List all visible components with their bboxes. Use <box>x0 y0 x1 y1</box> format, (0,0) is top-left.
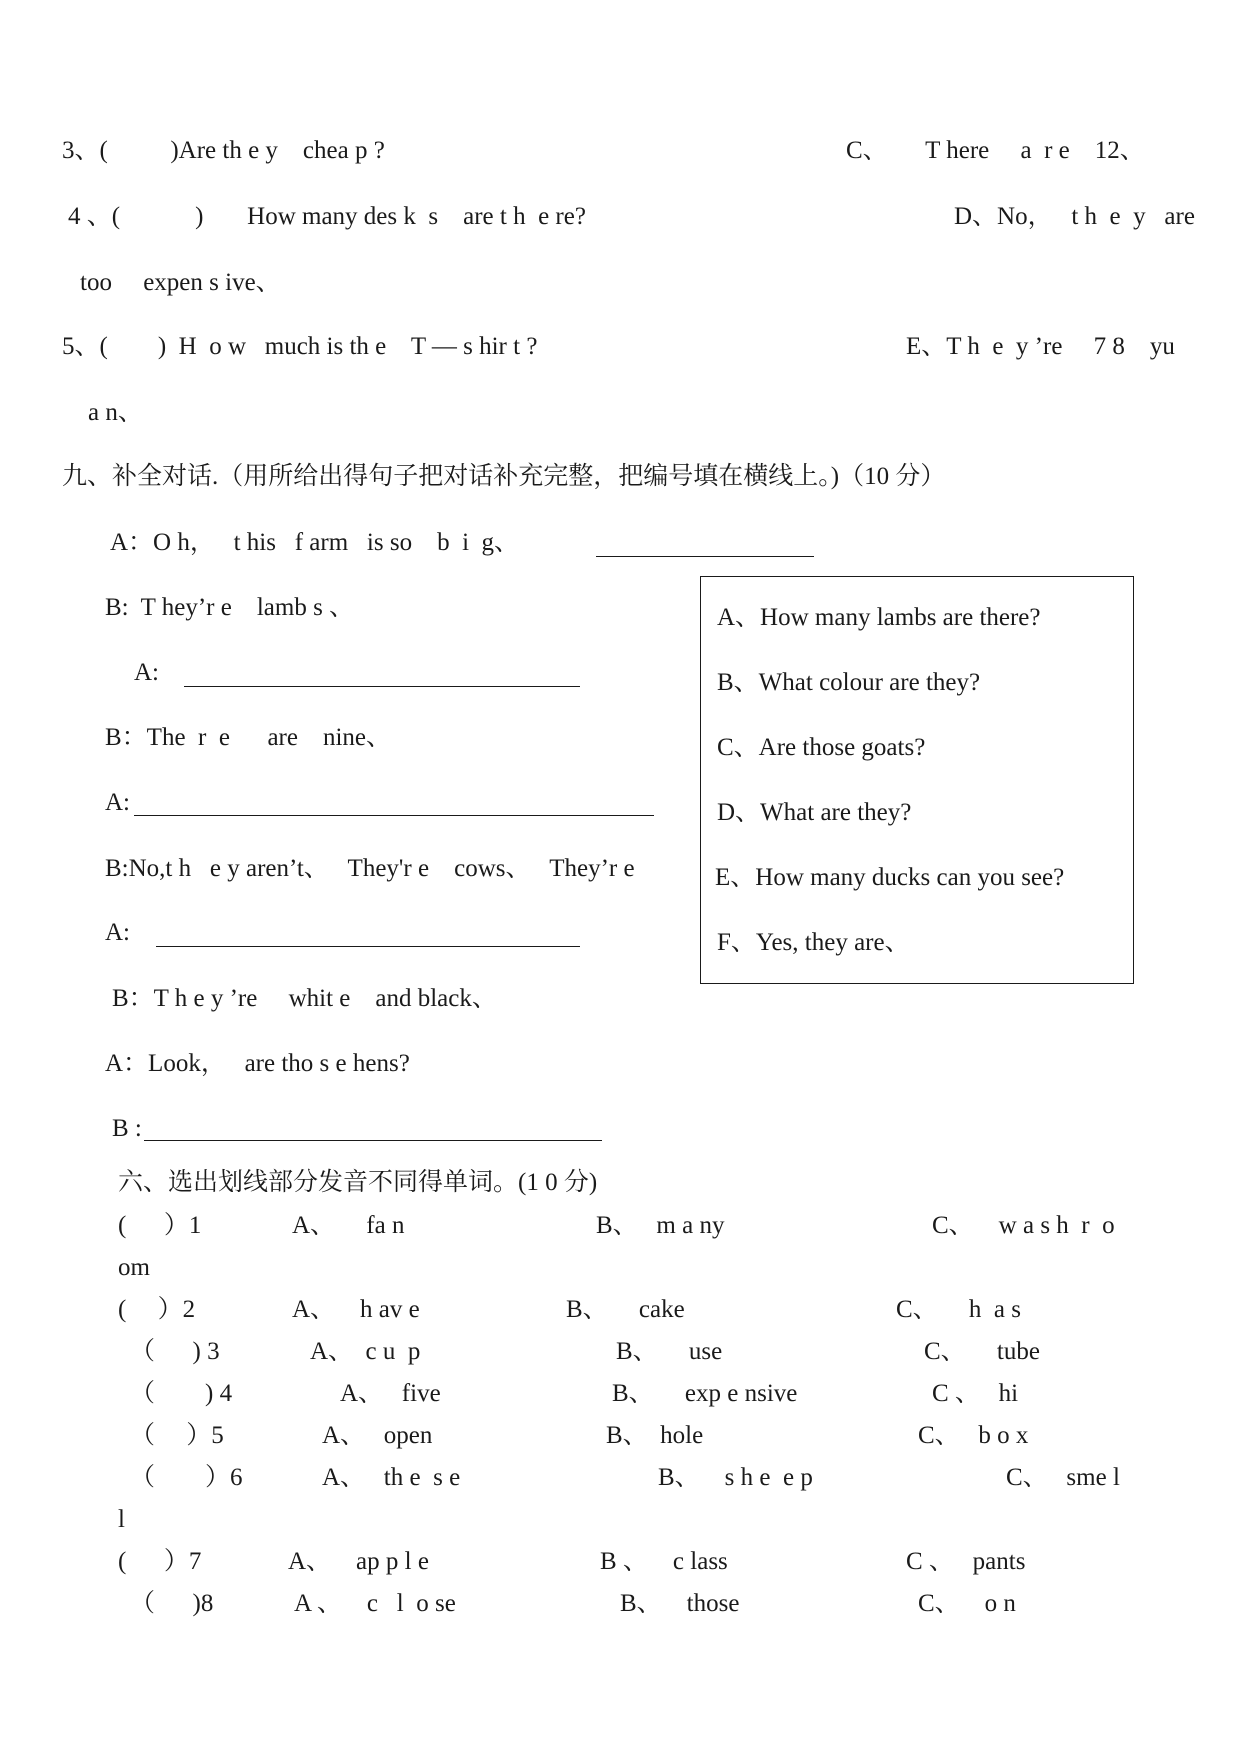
row-4-option-b: B、 exp e nsive <box>612 1380 798 1407</box>
q3-option: C、 T here a r e 12、 <box>846 137 1145 164</box>
row-5-option-a: A、 open <box>322 1422 433 1449</box>
row-6-number: （ ）6 <box>130 1464 243 1491</box>
row-7-option-b: B 、 c lass <box>600 1548 728 1575</box>
row-3-option-c: C、 tube <box>924 1338 1040 1365</box>
row-3-option-a: A、 c u p <box>310 1338 421 1365</box>
row-7-number: ( ）7 <box>118 1548 202 1575</box>
row-4-option-a: A、 five <box>340 1380 441 1407</box>
row-2-option-c: C、 h a s <box>896 1296 1022 1323</box>
q5-continuation: a n、 <box>88 399 143 426</box>
answer-blank-2[interactable] <box>184 686 580 687</box>
dialogue-line-6: B:No,t h e y aren’t、 They'r e cows、 They’r e <box>105 855 635 882</box>
q5-option: E、T h e y ’re 7 8 yu <box>906 333 1175 360</box>
row-5-option-b: B、 hole <box>606 1422 704 1449</box>
row-1-option-a: A、 fa n <box>292 1212 405 1239</box>
row-4-number: （ ) 4 <box>130 1380 233 1407</box>
row-4-option-c: C 、 hi <box>932 1380 1019 1407</box>
answer-blank-1[interactable] <box>596 556 814 557</box>
q5-label: 5、( ) H o w much is th e T — s hir t ? <box>62 333 538 360</box>
option-a: A、How many lambs are there? <box>717 604 1041 631</box>
section9-heading: 九、补全对话.（用所给出得句子把对话补充完整，把编号填在横线上。)（10 分） <box>62 463 946 490</box>
row-3-option-b: B、 use <box>616 1338 723 1365</box>
dialogue-line-9: A：Look， are tho s e hens? <box>105 1050 410 1077</box>
row-2-option-a: A、 h av e <box>292 1296 420 1323</box>
row-7-option-c: C 、 pants <box>906 1548 1026 1575</box>
q4-continuation: too expen s ive、 <box>80 269 281 296</box>
row-7-option-a: A、 ap p l e <box>288 1548 429 1575</box>
row-6-option-a: A、 th e s e <box>322 1464 461 1491</box>
answer-blank-3[interactable] <box>134 815 654 816</box>
row-1-number: ( ）1 <box>118 1212 202 1239</box>
q4-option: D、No， t h e y are <box>954 203 1195 230</box>
dialogue-line-7: A: <box>105 919 130 946</box>
row-1-option-c: C、 w a s h r o <box>932 1212 1115 1239</box>
dialogue-line-3: A: <box>134 659 159 686</box>
row-1-option-b: B、 m a ny <box>596 1212 725 1239</box>
options-box <box>700 576 1134 984</box>
option-e: E、How many ducks can you see? <box>715 864 1065 891</box>
dialogue-line-5: A: <box>105 789 130 816</box>
q3-label: 3、( )Are th e y chea p ? <box>62 137 385 164</box>
row-8-option-b: B、 those <box>620 1590 740 1617</box>
section6-heading: 六、选出划线部分发音不同得单词。(1 0 分) <box>118 1169 598 1196</box>
row-8-option-c: C、 o n <box>918 1590 1016 1617</box>
row-8-number: （ )8 <box>130 1590 214 1617</box>
row-1-continuation: om <box>118 1254 150 1281</box>
option-d: D、What are they? <box>717 799 912 826</box>
row-8-option-a: A 、 c l o se <box>294 1590 456 1617</box>
option-f: F、Yes, they are、 <box>717 929 910 956</box>
row-6-option-b: B、 s h e e p <box>658 1464 813 1491</box>
row-2-option-b: B、 cake <box>566 1296 685 1323</box>
row-6-continuation: l <box>118 1506 125 1533</box>
dialogue-line-10: B : <box>112 1115 142 1142</box>
dialogue-line-2: B: T hey’r e lamb s 、 <box>105 594 355 621</box>
q4-label: 4 、( ) How many des k s are t h e re? <box>68 203 586 230</box>
row-2-number: ( ）2 <box>118 1296 196 1323</box>
dialogue-line-1: A：O h， t his f arm is so b i g、 <box>110 529 520 556</box>
row-5-option-c: C、 b o x <box>918 1422 1029 1449</box>
option-b: B、What colour are they? <box>717 669 981 696</box>
option-c: C、Are those goats? <box>717 734 926 761</box>
answer-blank-4[interactable] <box>156 946 580 947</box>
row-3-number: （ ) 3 <box>130 1338 220 1365</box>
dialogue-line-8: B：T h e y ’re whit e and black、 <box>112 985 497 1012</box>
answer-blank-5[interactable] <box>144 1140 602 1141</box>
row-6-option-c: C、 sme l <box>1006 1464 1120 1491</box>
row-5-number: （ ）5 <box>130 1422 224 1449</box>
dialogue-line-4: B：The r e are nine、 <box>105 724 392 751</box>
